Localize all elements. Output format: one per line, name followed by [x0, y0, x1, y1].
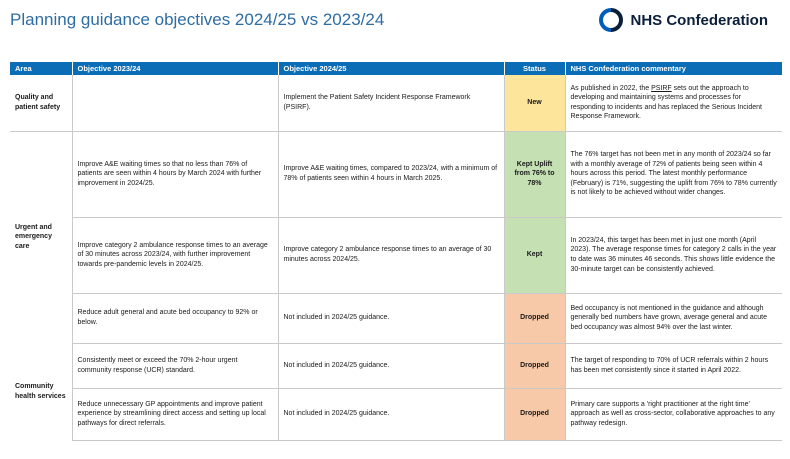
area-cell: Quality and patient safety — [10, 75, 72, 131]
commentary-cell: In 2023/24, this target has been met in just one month (April 2023). The average response times for category 2 calls in the year to date was 36 minutes 46 seconds. This shows little evidence the 30-minute target can be consistently achieved. — [565, 217, 782, 293]
area-cell: Urgent and emergency care — [10, 131, 72, 343]
nhs-confederation-logo — [599, 8, 768, 32]
logo-text: NHS Confederation — [630, 11, 768, 29]
objective-2023-cell — [72, 75, 278, 131]
status-badge: Dropped — [504, 343, 565, 388]
column-header-objective-2024: Objective 2024/25 — [278, 62, 504, 75]
objective-2024-cell: Not included in 2024/25 guidance. — [278, 343, 504, 388]
objective-2024-cell: Implement the Patient Safety Incident Response Framework (PSIRF). — [278, 75, 504, 131]
objective-2023-cell: Reduce unnecessary GP appointments and improve patient experience by streamlining direct access and setting up local pathways for direct referrals. — [72, 388, 278, 440]
objective-2023-cell: Improve category 2 ambulance response times to an average of 30 minutes across 2023/24, with further improvement towards pre-pandemic levels in 2024/25. — [72, 217, 278, 293]
commentary-cell — [565, 75, 782, 131]
status-badge: New — [504, 75, 565, 131]
objective-2023-cell: Reduce adult general and acute bed occupancy to 92% or below. — [72, 293, 278, 343]
table-row — [10, 75, 782, 131]
table-row — [10, 388, 782, 440]
commentary-cell: Primary care supports a 'right practitioner at the right time' approach as well as cross-sector, collaborative approaches to any pathway redesign. — [565, 388, 782, 440]
column-header-objective-2023: Objective 2023/24 — [72, 62, 278, 75]
objectives-table — [10, 62, 782, 441]
commentary-cell: The 76% target has not been met in any month of 2023/24 so far with a monthly average of 72% of patients being seen within 4 hours across this period. The latest monthly performance (February) is 71%, suggesting the uplift from 76% to 78% currently is not likely to be achieved without wider changes. — [565, 131, 782, 217]
status-badge: Dropped — [504, 293, 565, 343]
commentary-text: sets out the approach to developing and maintaining systems and processes for responding to incidents and has replaced the Serious Incident Response Framework. — [570, 84, 762, 121]
page-title: Planning guidance objectives 2024/25 vs 2023/24 — [10, 10, 385, 29]
area-cell: Community health services — [10, 343, 72, 440]
commentary-cell: Bed occupancy is not mentioned in the guidance and although generally bed numbers have grown, average general and acute bed occupancy was almost 94% over the last winter. — [565, 293, 782, 343]
objective-2024-cell: Improve category 2 ambulance response times to an average of 30 minutes across 2024/25. — [278, 217, 504, 293]
objective-2024-cell: Improve A&E waiting times, compared to 2023/24, with a minimum of 78% of patients seen within 4 hours in March 2025. — [278, 131, 504, 217]
status-badge: Kept — [504, 217, 565, 293]
table-row — [10, 293, 782, 343]
objective-2024-cell: Not included in 2024/25 guidance. — [278, 293, 504, 343]
column-header-commentary: NHS Confederation commentary — [565, 62, 782, 75]
commentary-text: As published in 2022, the — [570, 84, 652, 92]
objective-2023-cell: Improve A&E waiting times so that no less than 76% of patients are seen within 4 hours by March 2024 with further improvement in 2024/25. — [72, 131, 278, 217]
table-row — [10, 343, 782, 388]
nhs-confederation-logo-icon — [599, 8, 623, 32]
column-header-status: Status — [504, 62, 565, 75]
status-badge: Kept Uplift from 76% to 78% — [504, 131, 565, 217]
commentary-cell: The target of responding to 70% of UCR referrals within 2 hours has been met consistently since it started in April 2022. — [565, 343, 782, 388]
table-row — [10, 217, 782, 293]
table-header-row — [10, 62, 782, 75]
status-badge: Dropped — [504, 388, 565, 440]
psirf-link[interactable]: PSIRF — [651, 84, 672, 92]
table-row — [10, 131, 782, 217]
objective-2023-cell: Consistently meet or exceed the 70% 2-hour urgent community response (UCR) standard. — [72, 343, 278, 388]
column-header-area: Area — [10, 62, 72, 75]
objective-2024-cell: Not included in 2024/25 guidance. — [278, 388, 504, 440]
